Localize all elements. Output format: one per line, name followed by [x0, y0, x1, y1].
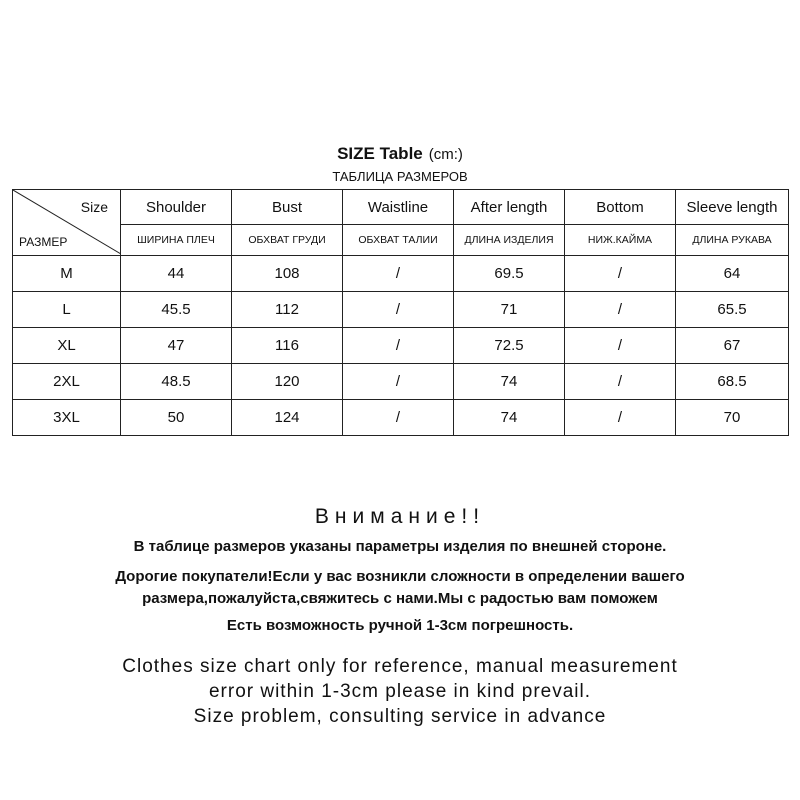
value-cell: 72.5	[454, 328, 565, 364]
value-cell: 44	[121, 256, 232, 292]
notice-en-line: Size problem, consulting service in advance	[193, 706, 607, 727]
value-cell: /	[565, 400, 676, 436]
size-cell: L	[13, 292, 121, 328]
page-subtitle: ТАБЛИЦА РАЗМЕРОВ	[332, 169, 468, 184]
notice-ru-line: Дорогие покупатели!Если у вас возникли сложности в определении вашего	[115, 568, 685, 585]
notice-ru-line: размера,пожалуйста,свяжитесь с нами.Мы с радостью вам поможем	[142, 590, 658, 607]
corner-label-en: Size	[80, 199, 108, 215]
value-cell: 74	[454, 364, 565, 400]
col-header-ru: ДЛИНА РУКАВА	[676, 225, 789, 256]
notice-en-line: Clothes size chart only for reference, manual measurement	[122, 656, 678, 677]
corner-cell	[13, 190, 121, 256]
col-header-en: Waistline	[343, 190, 454, 225]
col-header-ru: НИЖ.КАЙМА	[565, 225, 676, 256]
size-cell: XL	[13, 328, 121, 364]
value-cell: /	[343, 256, 454, 292]
page-title	[0, 143, 800, 166]
value-cell: 120	[232, 364, 343, 400]
title-text: SIZE Table	[337, 144, 423, 163]
value-cell: /	[343, 328, 454, 364]
header-row-ru	[13, 225, 789, 256]
col-header-ru: ОБХВАТ ГРУДИ	[232, 225, 343, 256]
size-cell: 2XL	[13, 364, 121, 400]
value-cell: 74	[454, 400, 565, 436]
notice-ru-line: Есть возможность ручной 1-3см погрешность.	[226, 617, 574, 634]
col-header-en: Bottom	[565, 190, 676, 225]
value-cell: 45.5	[121, 292, 232, 328]
value-cell: 108	[232, 256, 343, 292]
table-row	[13, 364, 789, 400]
value-cell: /	[565, 364, 676, 400]
col-header-ru: ДЛИНА ИЗДЕЛИЯ	[454, 225, 565, 256]
value-cell: 70	[676, 400, 789, 436]
title-unit: (cm:)	[428, 146, 463, 163]
table-row	[13, 400, 789, 436]
value-cell: /	[565, 292, 676, 328]
value-cell: /	[343, 364, 454, 400]
value-cell: 69.5	[454, 256, 565, 292]
value-cell: 64	[676, 256, 789, 292]
notice-en-line: error within 1-3cm please in kind prevail.	[208, 681, 592, 702]
col-header-ru: ШИРИНА ПЛЕЧ	[121, 225, 232, 256]
value-cell: /	[343, 292, 454, 328]
notice-ru-paragraph	[0, 566, 800, 610]
value-cell: 71	[454, 292, 565, 328]
title-block	[0, 143, 800, 186]
value-cell: 68.5	[676, 364, 789, 400]
attention-heading: Внимание!!	[314, 505, 486, 528]
value-cell: 48.5	[121, 364, 232, 400]
value-cell: /	[565, 328, 676, 364]
value-cell: 112	[232, 292, 343, 328]
value-cell: 67	[676, 328, 789, 364]
notice-en-paragraph	[0, 654, 800, 729]
header-row-en	[13, 190, 789, 225]
size-table	[12, 189, 789, 436]
size-cell: 3XL	[13, 400, 121, 436]
table-row	[13, 292, 789, 328]
table-row	[13, 256, 789, 292]
col-header-en: Shoulder	[121, 190, 232, 225]
notice-ru-line: В таблице размеров указаны параметры изделия по внешней стороне.	[133, 538, 667, 555]
value-cell: /	[343, 400, 454, 436]
corner-label-ru: РАЗМЕР	[19, 235, 68, 249]
value-cell: 50	[121, 400, 232, 436]
col-header-ru: ОБХВАТ ТАЛИИ	[343, 225, 454, 256]
value-cell: 47	[121, 328, 232, 364]
table-row	[13, 328, 789, 364]
col-header-en: Sleeve length	[676, 190, 789, 225]
size-cell: M	[13, 256, 121, 292]
value-cell: 65.5	[676, 292, 789, 328]
value-cell: /	[565, 256, 676, 292]
value-cell: 124	[232, 400, 343, 436]
value-cell: 116	[232, 328, 343, 364]
col-header-en: After length	[454, 190, 565, 225]
col-header-en: Bust	[232, 190, 343, 225]
